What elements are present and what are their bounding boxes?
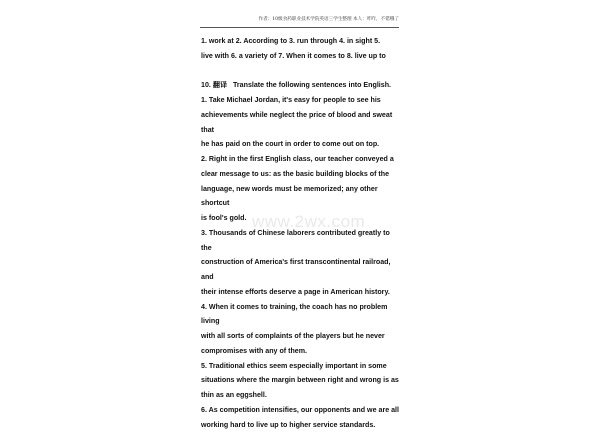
spacer [201, 64, 399, 79]
sentence-line: their intense efforts deserve a page in American history. [201, 285, 399, 300]
sentence-line: 5. Traditional ethics seem especially important in some [201, 359, 399, 374]
sentence-line: situations where the margin between right and wrong is as [201, 373, 399, 388]
sentence-line: construction of America's first transcontinental railroad, and [201, 255, 399, 285]
section-number: 10. [201, 81, 211, 89]
sentence-line: 4. When it comes to training, the coach has no problem living [201, 300, 399, 330]
sentence-line: with all sorts of complaints of the players but he never [201, 329, 399, 344]
page-header: 作者：10级食药职业技术学院英语三学生整理 本人：咋咋，不错哦了 [200, 13, 399, 28]
section-heading [201, 78, 399, 93]
sentence-line: 1. Take Michael Jordan, it's easy for people to see his [201, 93, 399, 108]
section-tag: 翻译 [213, 81, 227, 89]
document-body [201, 34, 399, 432]
answer-line: live with 6. a variety of 7. When it comes to 8. live up to [201, 49, 399, 64]
sentence-line: working hard to live up to higher service standards. [201, 418, 399, 432]
sentence-line: is fool's gold. [201, 211, 399, 226]
answer-line: 1. work at 2. According to 3. run through 4. in sight 5. [201, 34, 399, 49]
sentence-line: compromises with any of them. [201, 344, 399, 359]
sentence-line: he has paid on the court in order to come out on top. [201, 137, 399, 152]
sentence-line: achievements while neglect the price of blood and sweat that [201, 108, 399, 138]
section-instruction: Translate the following sentences into English. [233, 81, 391, 89]
sentence-line: 3. Thousands of Chinese laborers contributed greatly to the [201, 226, 399, 256]
sentence-line: 6. As competition intensifies, our opponents and we are all [201, 403, 399, 418]
sentence-line: 2. Right in the first English class, our teacher conveyed a [201, 152, 399, 167]
sentence-line: language, new words must be memorized; any other shortcut [201, 182, 399, 212]
watermark: www.2wx.com [252, 212, 365, 232]
sentence-line: clear message to us: as the basic building blocks of the [201, 167, 399, 182]
sentence-line: thin as an eggshell. [201, 388, 399, 403]
